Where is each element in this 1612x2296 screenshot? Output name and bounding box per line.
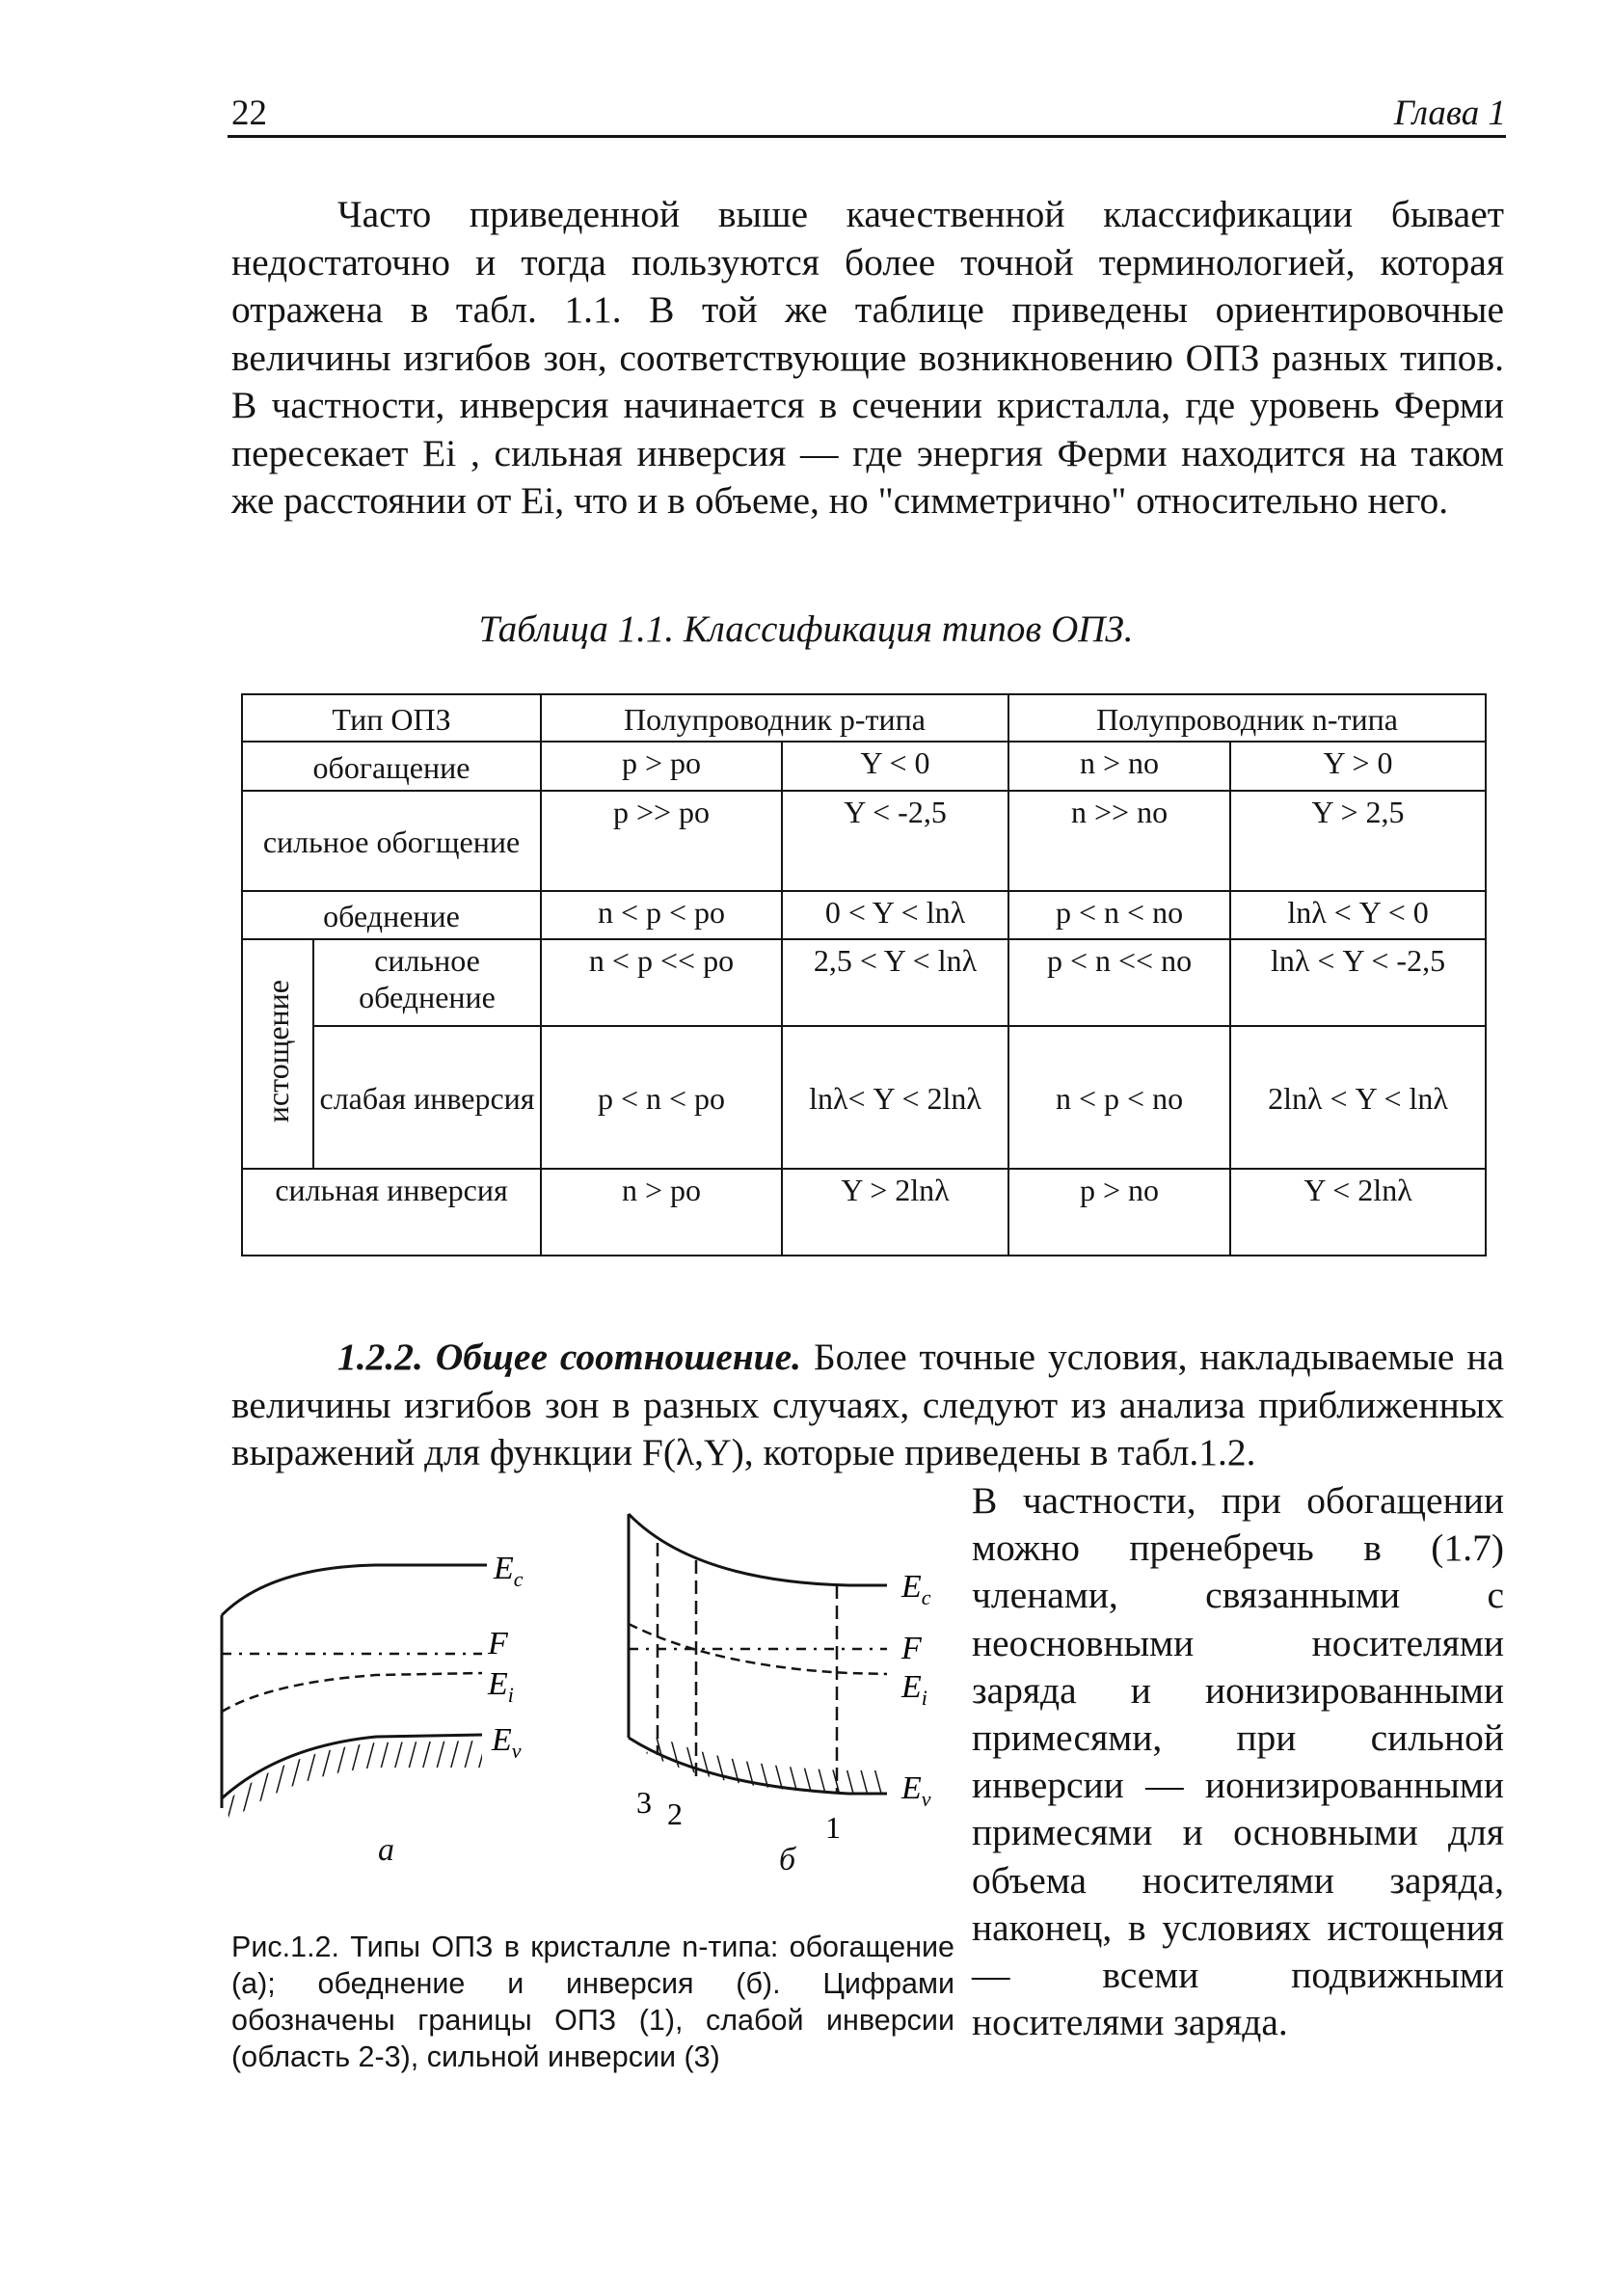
depletion-group-label: истощение — [260, 979, 295, 1123]
section-title: 1.2.2. Общее соотношение. — [337, 1336, 802, 1378]
p-condition: n > po — [541, 1169, 782, 1256]
p-condition: p >> po — [541, 791, 782, 891]
p-condition: p < n < po — [541, 1026, 782, 1169]
panel-label-b: б — [779, 1842, 796, 1877]
label-ev-b: $E_v$ — [901, 1770, 931, 1811]
figure-caption: Рис.1.2. Типы ОПЗ в кристалле n-типа: обогащение (а); обеднение и инверсия (б). Цифрами обозначены границы ОПЗ (1), слабой инверсии (область 2-3), сильной инверсии (3) — [231, 1931, 954, 2073]
p-bending: 2,5 < Y < lnλ — [782, 939, 1008, 1026]
table-row — [242, 1026, 1486, 1169]
row-type: сильное обогщение — [242, 791, 541, 891]
row-type: сильная инверсия — [242, 1169, 541, 1256]
boundary-label-1: 1 — [825, 1810, 841, 1842]
header-rule — [228, 135, 1506, 138]
row-type: сильное обеднение — [313, 939, 541, 1026]
n-bending: Y < 2lnλ — [1230, 1169, 1486, 1256]
table-row — [242, 742, 1486, 791]
intro-paragraph — [231, 191, 1504, 526]
n-condition: n > no — [1008, 742, 1230, 791]
p-condition: n < p << po — [541, 939, 782, 1026]
p-bending: Y < 0 — [782, 742, 1008, 791]
n-bending: lnλ < Y < -2,5 — [1230, 939, 1486, 1026]
table-row — [242, 939, 1486, 1026]
n-condition: p < n < no — [1008, 891, 1230, 939]
page-number: 22 — [231, 94, 267, 133]
table-row — [242, 1169, 1486, 1256]
n-bending: 2lnλ < Y < lnλ — [1230, 1026, 1486, 1169]
p-bending: Y < -2,5 — [782, 791, 1008, 891]
intro-paragraph-text: Часто приведенной выше качественной классификации бывает недостаточно и тогда пользуются более точной терминологией, которая отражена в табл. 1.1. В той же таблице приведены ориентировочные величины изгибов зон, соответствующие возникновению ОПЗ разных типов. В частности, инверсия начинается в сечении кристалла, где уровень Ферми пересекает Ei , сильная инверсия — где энергия Ферми находится на таком же расстоянии от Ei, что и в объеме, но "симметрично" относительно него. — [231, 193, 1504, 522]
p-condition: n < p < po — [541, 891, 782, 939]
section-side-text: В частности, при обогащении можно пренебречь в (1.7) членами, связанными с неосновными носителями заряда и ионизированными примесями, при сильной инверсии — ионизированными примесями и основными для объема носителями заряда, наконец, в условиях истощения — всеми подвижными носителями заряда. — [972, 1479, 1504, 2044]
section-text-top: Более точные условия, накладываемые на величины изгибов зон в разных случаях, следуют из анализа приближенных выражений для функции F(λ,Y), которые приведены в табл.1.2. — [231, 1336, 1504, 1473]
label-ei-a: $E_i$ — [488, 1666, 514, 1707]
table-caption: Таблица 1.1. Классификация типов ОПЗ. — [478, 608, 1134, 650]
header-n-type: Полупроводник n-типа — [1008, 694, 1486, 742]
n-bending: Y > 0 — [1230, 742, 1486, 791]
row-type: обогащение — [242, 742, 541, 791]
intrinsic-level-a — [222, 1673, 482, 1712]
n-condition: n < p < no — [1008, 1026, 1230, 1169]
n-condition: n >> no — [1008, 791, 1230, 891]
label-ei-b: $E_i$ — [901, 1669, 927, 1710]
section-paragraph — [231, 1334, 1504, 1477]
conduction-band-b — [629, 1514, 887, 1585]
n-condition: p > no — [1008, 1169, 1230, 1256]
conduction-band-a — [222, 1565, 487, 1615]
label-f-a: F — [488, 1626, 508, 1661]
p-bending: Y > 2lnλ — [782, 1169, 1008, 1256]
valence-hatch-a — [226, 1741, 482, 1822]
label-ec-b: $E_c$ — [901, 1569, 931, 1609]
table-row — [242, 791, 1486, 891]
n-bending: Y > 2,5 — [1230, 791, 1486, 891]
chapter-title: Глава 1 — [1393, 94, 1506, 133]
row-type: обеднение — [242, 891, 541, 939]
panel-label-a-text: а — [378, 1832, 394, 1868]
table-row — [242, 891, 1486, 939]
boundary-label-3: 3 — [636, 1785, 652, 1820]
n-bending: lnλ < Y < 0 — [1230, 891, 1486, 939]
p-bending: lnλ< Y < 2lnλ — [782, 1026, 1008, 1169]
boundary-label-2: 2 — [667, 1796, 683, 1831]
p-bending: 0 < Y < lnλ — [782, 891, 1008, 939]
depletion-group-cell — [242, 939, 313, 1169]
table-header-row — [242, 694, 1486, 742]
classification-table — [241, 693, 1487, 1256]
header-type: Тип ОПЗ — [242, 694, 541, 742]
header-p-type: Полупроводник p-типа — [541, 694, 1008, 742]
valence-hatch-b — [646, 1736, 887, 1794]
band-diagram-b — [607, 1504, 964, 1842]
label-f-b: F — [901, 1631, 922, 1666]
row-type: слабая инверсия — [313, 1026, 541, 1169]
label-ec-a: $E_c$ — [494, 1551, 524, 1591]
label-ev-a: $E_v$ — [492, 1722, 522, 1763]
p-condition: p > po — [541, 742, 782, 791]
band-diagram-a — [212, 1509, 559, 1827]
n-condition: p < n << no — [1008, 939, 1230, 1026]
